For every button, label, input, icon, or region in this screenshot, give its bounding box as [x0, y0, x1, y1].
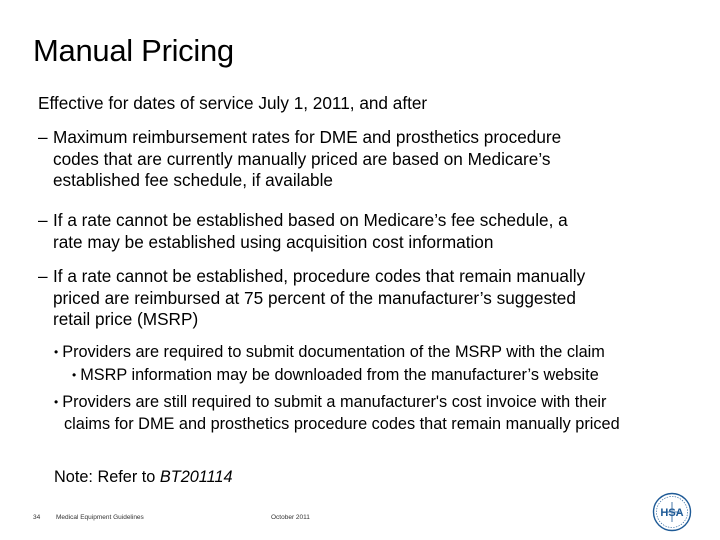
dash-item-line: priced are reimbursed at 75 percent of the manufacturer’s suggested: [53, 287, 576, 308]
bullet-marker: •: [72, 368, 77, 382]
note: [54, 467, 233, 489]
hsa-logo-icon: [652, 492, 692, 532]
bullet-cost-invoice: [54, 392, 620, 435]
footer-page-number: 34: [33, 514, 41, 521]
dash-item-line: retail price (MSRP): [53, 309, 199, 329]
bullet-text: Providers are still required to submit a manufacturer's cost invoice with their: [62, 393, 607, 411]
slide-title: Manual Pricing: [33, 33, 234, 68]
note-reference: BT201114: [159, 468, 233, 486]
bullet-msrp-download: [72, 365, 599, 387]
dash-marker: –: [38, 127, 48, 147]
footer-date: October 2011: [271, 514, 310, 521]
note-prefix: Note: Refer to: [54, 468, 160, 486]
bullet-marker: •: [54, 395, 59, 409]
dash-item-line: If a rate cannot be established based on Medicare’s fee schedule, a: [53, 210, 568, 230]
dash-marker: –: [38, 266, 48, 286]
bullet-marker: •: [54, 345, 59, 359]
bullet-text: claims for DME and prosthetics procedure codes that remain manually priced: [64, 414, 620, 433]
bullet-text: MSRP information may be downloaded from the manufacturer’s website: [80, 366, 599, 384]
dash-item-line: rate may be established using acquisition cost information: [53, 231, 494, 252]
logo-text: HSA: [660, 507, 684, 519]
dash-item-line: codes that are currently manually priced are based on Medicare’s: [53, 148, 551, 169]
intro-text: Effective for dates of service July 1, 2011, and after: [38, 93, 428, 113]
bullet-msrp-documentation: [54, 342, 605, 364]
dash-item-line: Maximum reimbursement rates for DME and prosthetics procedure: [53, 127, 562, 147]
footer-doc-title: Medical Equipment Guidelines: [56, 514, 144, 521]
dash-item-line: If a rate cannot be established, procedure codes that remain manually: [53, 266, 586, 286]
bullet-text: Providers are required to submit documentation of the MSRP with the claim: [62, 343, 605, 361]
dash-marker: –: [38, 210, 48, 230]
dash-item-line: established fee schedule, if available: [53, 170, 333, 190]
